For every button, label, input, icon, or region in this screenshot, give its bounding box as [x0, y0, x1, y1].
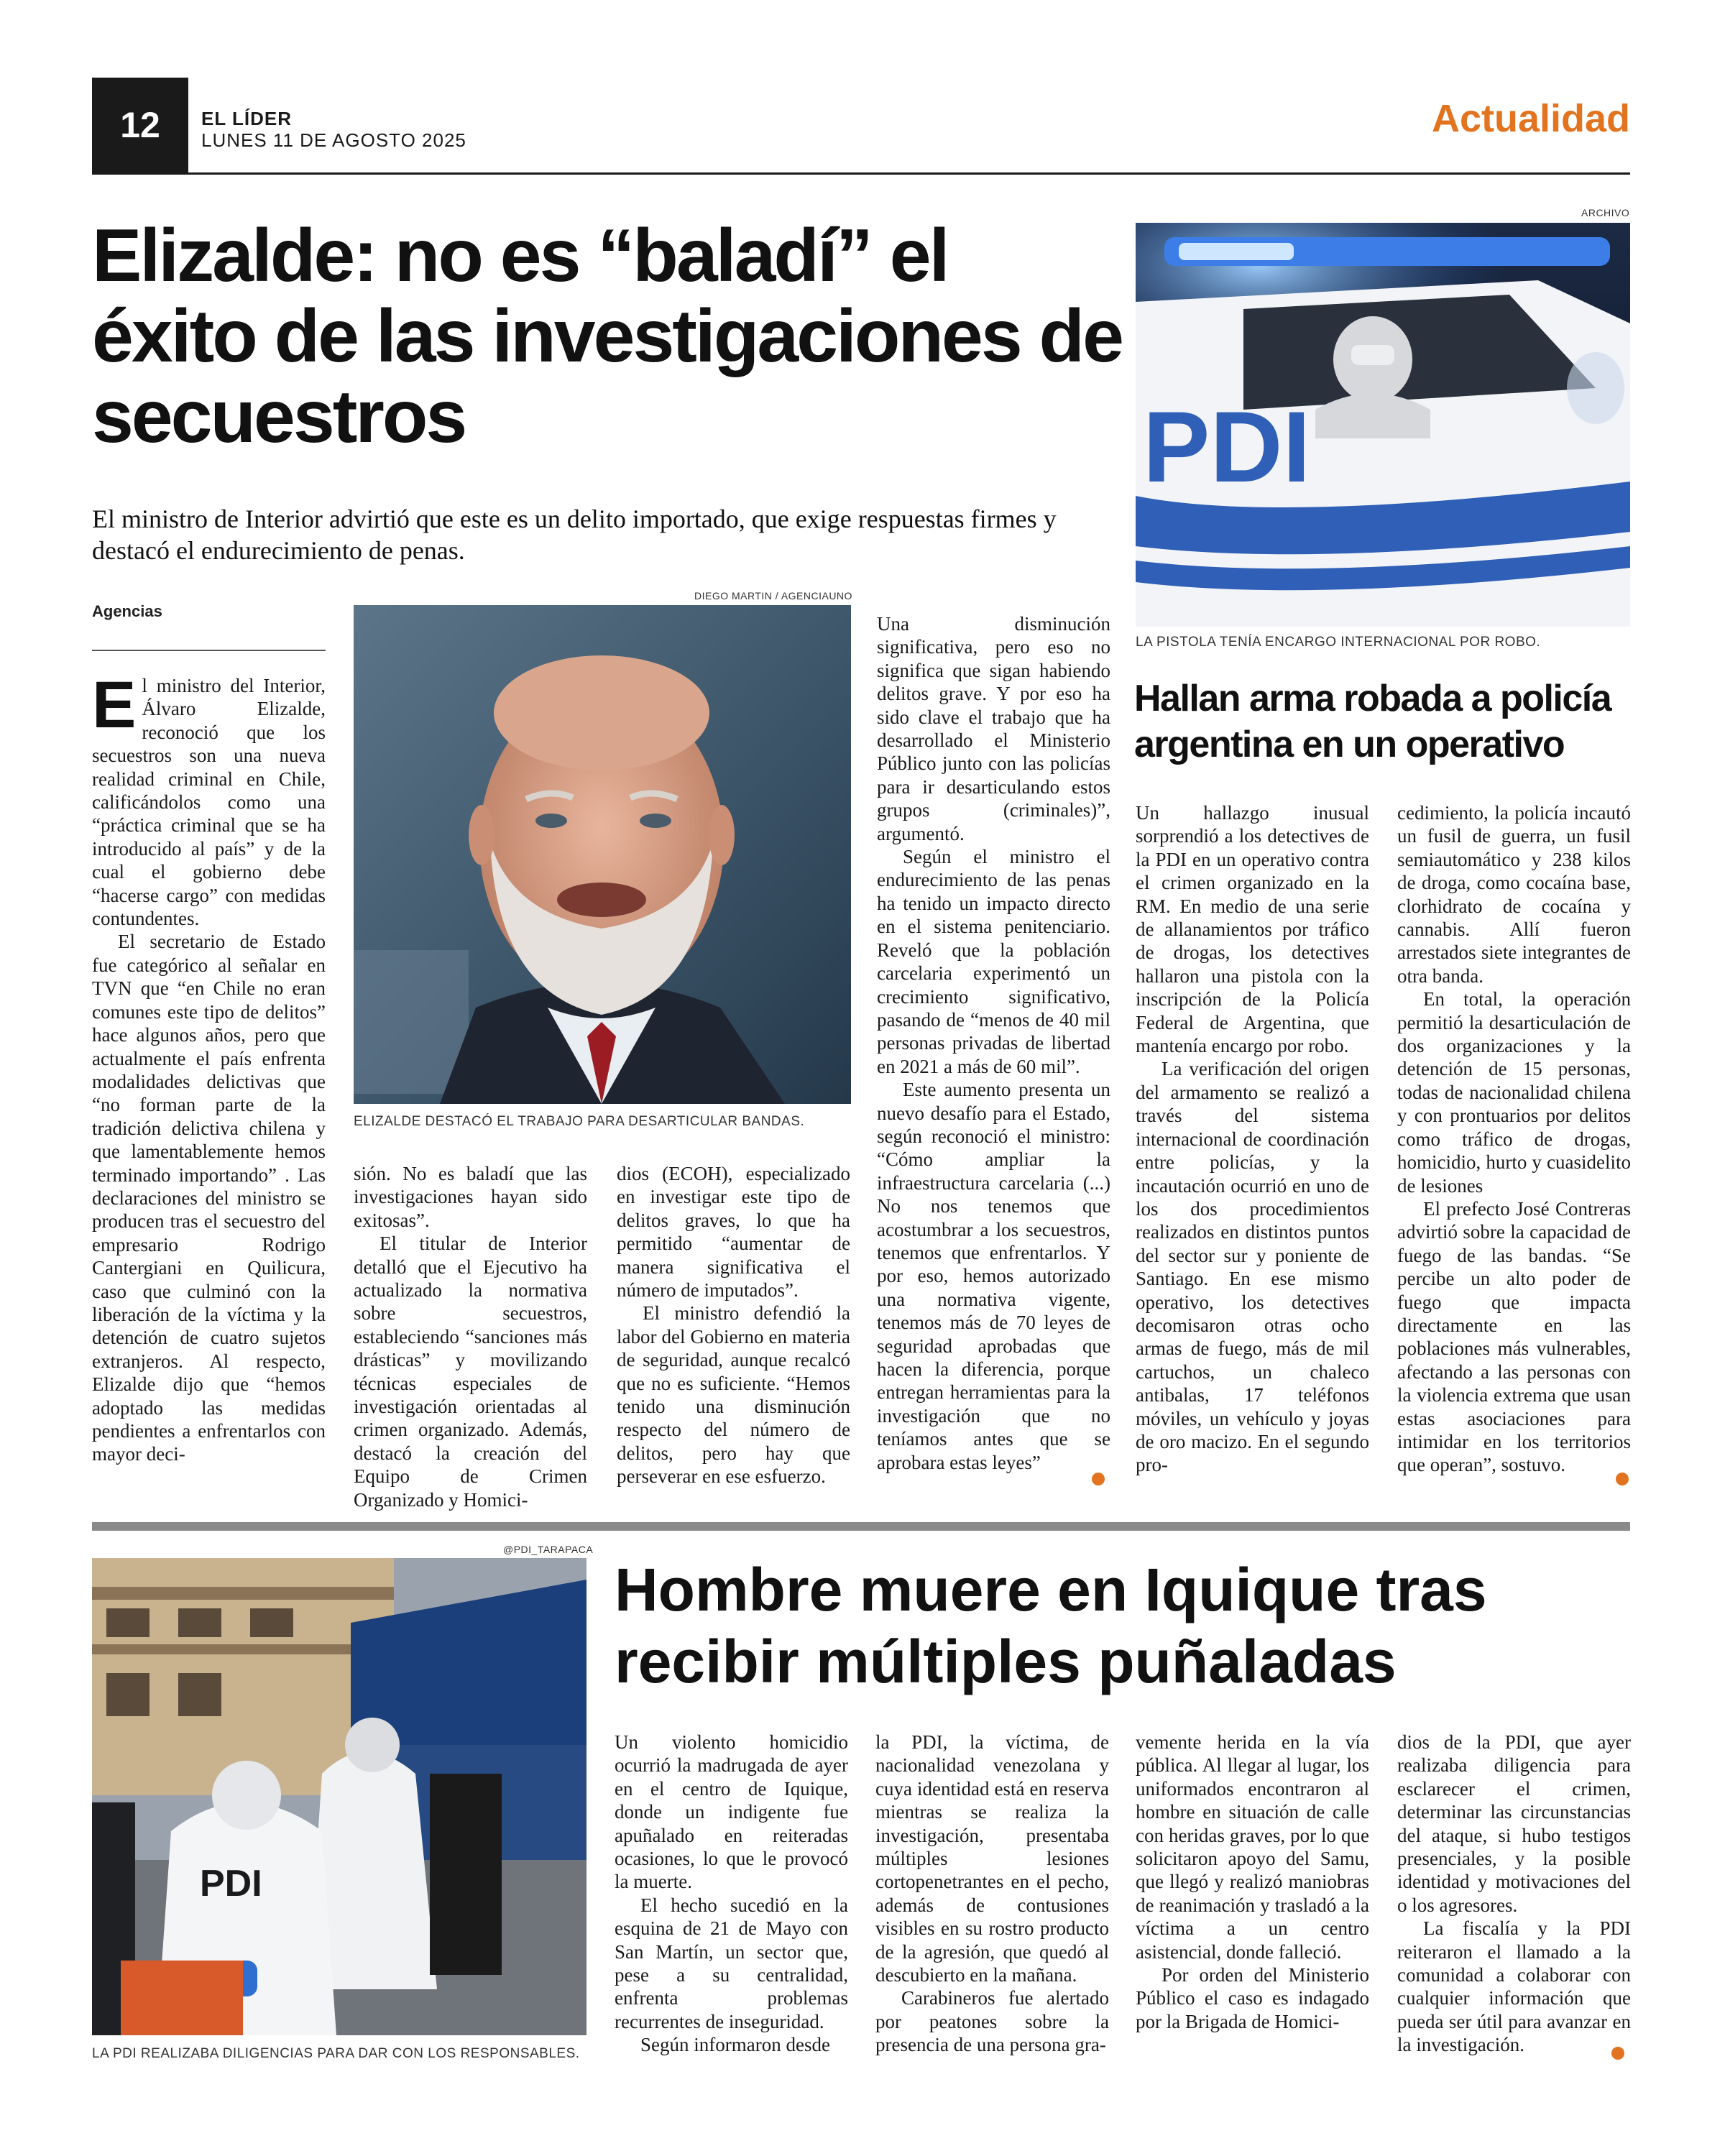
main-column-4	[877, 612, 1110, 1474]
main-photo	[354, 605, 851, 1104]
bottom-col3-paragraph-2: Por orden del Ministerio Público el caso es indagado por la Brigada de Homici-	[1136, 1964, 1369, 2032]
section-divider	[92, 1522, 1630, 1531]
main-column-2	[354, 1162, 587, 1511]
main-col2-paragraph-2: El titular de Interior detalló que el Ejecutivo ha actualizado la normativa sobre secuestros, estableciendo “sanciones más drásticas” y movilizando técnicas especiales de investigación orientadas al crimen organizado. Además, destacó la creación del Equipo de Crimen Organizado y Homici-	[354, 1233, 587, 1511]
side-photo-credit: ARCHIVO	[1581, 207, 1630, 218]
side-photo-caption: LA PISTOLA TENÍA ENCARGO INTERNACIONAL POR ROBO.	[1136, 635, 1541, 650]
paper-date: LUNES 11 DE AGOSTO 2025	[201, 129, 466, 151]
main-photo-credit: DIEGO MARTIN / AGENCIAUNO	[694, 590, 852, 602]
dropcap: E	[92, 668, 137, 742]
main-photo-caption: ELIZALDE DESTACÓ EL TRABAJO PARA DESARTICULAR BANDAS.	[354, 1114, 805, 1129]
bottom-col4-paragraph-1: dios de la PDI, que ayer realizaba diligencia para esclarecer el crimen, determinar las circunstancias del ataque, si hubo testigos presenciales, y la posible identidad y motivaciones del o los agresores.	[1397, 1731, 1631, 1916]
bottom-column-1	[615, 1731, 848, 2057]
bottom-headline: Hombre muere en Iquique tras recibir múltiples puñaladas	[615, 1556, 1487, 1695]
pdi-badge-text: PDI	[1143, 390, 1311, 503]
main-col4-paragraph-2: Según el ministro el endurecimiento de las penas ha tenido un impacto directo en el sistema penitenciario. Reveló que la población carcelaria experimentó un crecimiento significativo, pasando de “menos de 40 mil personas privadas de libertad en 2021 a más de 60 mil”.	[877, 846, 1110, 1077]
bottom-col2-paragraph-2: Carabineros fue alertado por peatones sobre la presencia de una persona gra-	[875, 1987, 1109, 2056]
main-column-1	[92, 668, 326, 1466]
side-photo	[1136, 223, 1630, 627]
side-column-2	[1397, 801, 1631, 1477]
main-col4-paragraph-1: Una disminución significativa, pero eso no significa que sigan habiendo delitos grave. Y por eso ha sido clave el trabajo que ha desarrollado el Ministerio Público junto con las policías para ir desarticulando estos grupos (criminales)”, argumentó.	[877, 613, 1110, 844]
bottom-col1-paragraph-3: Según informaron desde	[640, 2034, 830, 2056]
bottom-photo-caption: LA PDI REALIZABA DILIGENCIAS PARA DAR CON LOS RESPONSABLES.	[92, 2046, 580, 2061]
main-col3-paragraph-2: El ministro defendió la labor del Gobierno en materia de seguridad, aunque recalcó que no es suficiente. “Hemos tenido una disminución respecto del número de delitos, pero hay que perseverar en ese esfuerzo.	[617, 1302, 850, 1488]
side-headline: Hallan arma robada a policía argentina en un operativo	[1134, 678, 1611, 765]
side-col2-paragraph-1: cedimiento, la policía incautó un fusil de guerra, un fusil semiautomático y 238 kilos de droga, como cocaína base, clorhidrato de cocaína y cannabis. Allí fueron arrestados siete integrantes de otra banda.	[1397, 802, 1631, 987]
portrait-image	[354, 605, 851, 1104]
bottom-col3-paragraph-1: vemente herida en la vía pública. Al llegar al lugar, los uniformados encontraron al hombre en situación de calle con heridas graves, por lo que solicitaron apoyo del Samu, que llegó y realizó maniobras de reanimación y trasladó a la víctima a un centro asistencial, donde falleció.	[1136, 1731, 1369, 1963]
side-column-1	[1136, 801, 1369, 1477]
main-col1-paragraph-2: El secretario de Estado fue categórico al señalar en TVN que “en Chile no eran comunes este tipo de delitos” hace algunos años, pero que actualmente el país enfrenta modalidades delictivas que “no forman parte de la tradición delictiva chilena y que lamentablemente hemos terminado importando” . Las declaraciones del ministro se producen tras el secuestro del empresario Rodrigo Cantergiani en Quilicura, caso que culminó con la liberación de la víctima y la detención de cuatro sujetos extranjeros. Al respecto, Elizalde dijo que “hemos adoptado las medidas pendientes a enfrentarlos con mayor deci-	[92, 931, 326, 1465]
crime-scene-image	[92, 1558, 586, 2035]
main-column-3	[617, 1162, 850, 1488]
byline-divider	[92, 650, 326, 651]
side-col2-paragraph-3: El prefecto José Contreras advirtió sobre la capacidad de fuego de las bandas. “Se percibe un alto poder de fuego que impacta directamente en las poblaciones más vulnerables, afectando a las personas con la violencia extrema que usan estas asociaciones para intimidar en los territorios que operan”, sostuvo.	[1397, 1197, 1631, 1476]
bottom-col1-paragraph-2: El hecho sucedió en la esquina de 21 de Mayo con San Martín, un sector que, pese a su centralidad, enfrenta problemas recurrentes de inseguridad.	[615, 1894, 848, 2032]
bottom-column-3	[1136, 1731, 1369, 2033]
header-rule	[92, 172, 1630, 175]
paper-name: EL LÍDER	[201, 108, 292, 129]
pdi-suit-text: PDI	[200, 1863, 262, 1904]
main-col2-paragraph-1: sión. No es baladí que las investigaciones hayan sido exitosas”.	[354, 1163, 587, 1231]
page-number: 12	[92, 78, 188, 172]
bottom-column-2	[875, 1731, 1109, 2057]
main-headline: Elizalde: no es “baladí” el éxito de las investigaciones de secuestros	[92, 214, 1122, 459]
side-col2-paragraph-2: En total, la operación permitió la desarticulación de dos organizaciones y la detención de 15 personas, todas de nacionalidad chilena y con prontuarios por delitos como tráfico de drogas, homicidio, hurto y cuasidelito de lesiones	[1397, 988, 1631, 1197]
byline: Agencias	[92, 602, 162, 620]
bottom-col2-paragraph-1: la PDI, la víctima, de nacionalidad venezolana y cuya identidad está en reserva mientras se realiza la investigación, presentaba múltiples lesiones cortopenetrantes en el pecho, además de contusiones visibles en su rostro producto de la agresión, que quedó al descubierto en la mañana.	[875, 1731, 1109, 1986]
bottom-column-4	[1397, 1731, 1631, 2057]
main-deck: El ministro de Interior advirtió que este es un delito importado, que exige respuestas firmes y destacó el endurecimiento de penas.	[92, 505, 1057, 565]
main-col1-paragraph-1: l ministro del Interior, Álvaro Elizalde, reconoció que los secuestros son una nueva realidad criminal en Chile, calificándolos como una “práctica criminal que se ha introducido al país” y de la cual el gobierno debe “hacerse cargo” con medidas contundentes.	[92, 675, 326, 930]
side-end-mark-icon	[1616, 1473, 1629, 1485]
bottom-end-mark-icon	[1611, 2047, 1624, 2060]
bottom-photo	[92, 1558, 586, 2035]
side-col1-paragraph-1: Un hallazgo inusual sorprendió a los detectives de la PDI en un operativo contra el crimen organizado en la RM. En medio de una serie de allanamientos por tráfico de drogas, los detectives hallaron una pistola con la inscripción de la Policía Federal de Argentina, que mantenía encargo por robo.	[1136, 802, 1369, 1057]
main-end-mark-icon	[1092, 1473, 1105, 1485]
main-col3-paragraph-1: dios (ECOH), especializado en investigar este tipo de delitos graves, lo que ha permitido “aumentar de manera significativa el número de imputados”.	[617, 1163, 850, 1302]
police-car-image	[1136, 223, 1630, 627]
main-col4-paragraph-3: Este aumento presenta un nuevo desafío para el Estado, según reconoció el ministro: “Cómo ampliar la infraestructura carcelaria (...) No nos tenemos que acostumbrar a los secuestros, tenemos que enfrentarlos. Y por eso, hemos autorizado una normativa vigente, tenemos más de 70 leyes de seguridad aprobadas que hacen la diferencia, porque entregan herramientas para la investigación que no teníamos antes que se aprobara estas leyes”	[877, 1079, 1110, 1473]
bottom-col1-paragraph-1: Un violento homicidio ocurrió la madrugada de ayer en el centro de Iquique, donde un indigente fue apuñalado en reiteradas ocasiones, lo que le provocó la muerte.	[615, 1731, 848, 1893]
bottom-photo-credit: @PDI_TARAPACA	[503, 1544, 594, 1555]
bottom-col4-paragraph-2: La fiscalía y la PDI reiteraron el llamado a la comunidad a colaborar con cualquier información que pueda ser útil para avanzar en la investigación.	[1397, 1917, 1631, 2056]
section-label: Actualidad	[1431, 97, 1630, 140]
side-col1-paragraph-2: La verificación del origen del armamento se realizó a través del sistema internacional de coordinación entre policías, y la incautación ocurrió en uno de los dos procedimientos realizados en distintos puntos del sector sur y poniente de Santiago. En ese mismo operativo, los detectives decomisaron otras ocho armas de fuego, más de mil cartuchos, un chaleco antibalas, 17 teléfonos móviles, un vehículo y joyas de oro macizo. En el segundo pro-	[1136, 1058, 1369, 1476]
